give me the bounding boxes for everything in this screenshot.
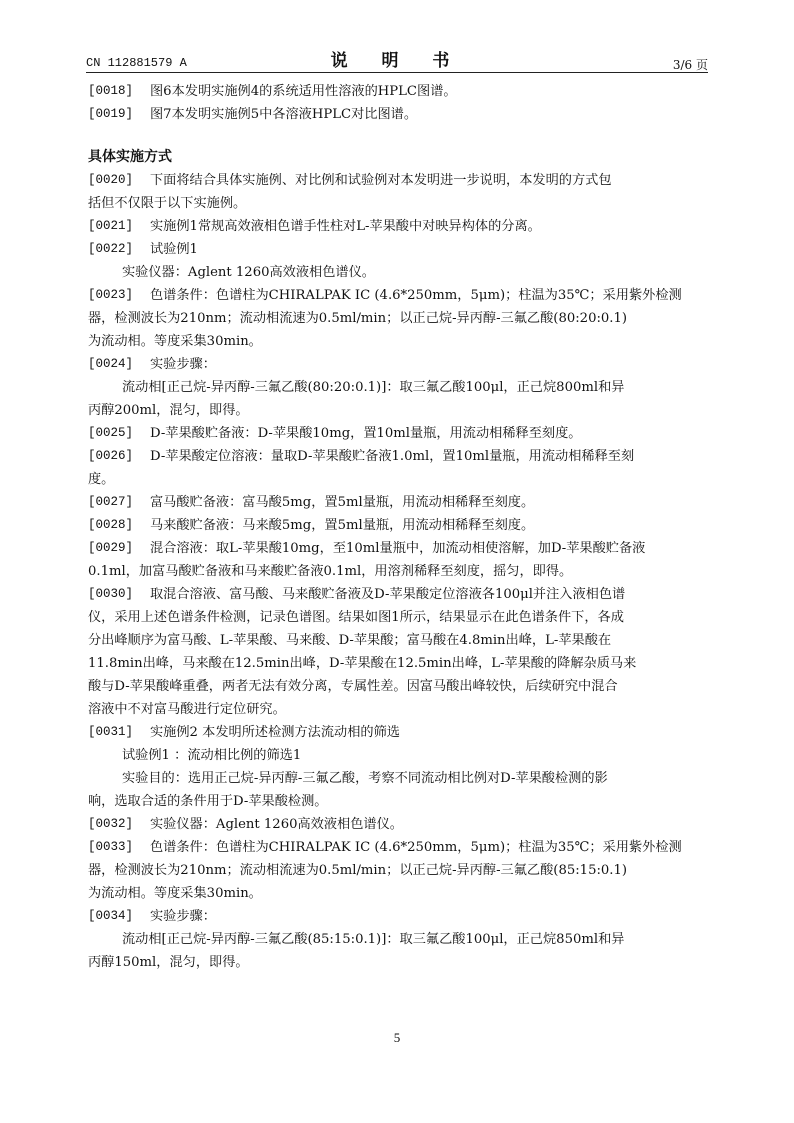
text-line xyxy=(88,192,710,215)
line-text: 器，检测波长为210nm；流动相流速为0.5ml/min；以正己烷-异丙醇-三氟乙酸(80:20:0.1) xyxy=(88,311,628,326)
line-text: D-苹果酸贮备液：D-苹果酸10mg，置10ml量瓶，用流动相稀释至刻度。 xyxy=(150,426,582,441)
line-text: 为流动相。等度采集30min。 xyxy=(88,886,262,901)
line-text: 试验例1 xyxy=(150,242,198,257)
line-text: 色谱条件：色谱柱为CHIRALPAK IC (4.6*250mm，5μm)；柱温为35℃；采用紫外检测 xyxy=(150,840,682,855)
text-line xyxy=(88,284,710,307)
text-line xyxy=(88,583,710,606)
line-text: 丙醇150ml，混匀，即得。 xyxy=(88,955,249,970)
line-text: 分出峰顺序为富马酸、L-苹果酸、马来酸、D-苹果酸；富马酸在4.8min出峰，L-苹果酸在 xyxy=(88,633,612,648)
text-line xyxy=(88,652,710,675)
line-text: 实验步骤： xyxy=(150,909,216,924)
line-text: 取混合溶液、富马酸、马来酸贮备液及D-苹果酸定位溶液各100μl并注入液相色谱 xyxy=(150,587,626,602)
paragraph-number: [0032] xyxy=(88,817,134,831)
text-line xyxy=(88,353,710,376)
line-text: 括但不仅限于以下实施例。 xyxy=(88,196,247,211)
text-line xyxy=(88,215,710,238)
text-line xyxy=(88,767,710,790)
text-line xyxy=(88,836,710,859)
line-text: 0.1ml，加富马酸贮备液和马来酸贮备液0.1ml，用溶剂稀释至刻度，摇匀，即得。 xyxy=(88,564,573,579)
paragraph-number: [0022] xyxy=(88,242,134,256)
text-line xyxy=(88,698,710,721)
line-text: 图7本发明实施例5中各溶液HPLC对比图谱。 xyxy=(150,107,418,122)
line-text: 实施例1常规高效液相色谱手性柱对L-苹果酸中对映异构体的分离。 xyxy=(150,219,541,234)
text-line xyxy=(88,103,710,126)
line-text: 实验目的：选用正己烷-异丙醇-三氟乙酸，考察不同流动相比例对D-苹果酸检测的影 xyxy=(122,771,608,786)
text-line xyxy=(88,813,710,836)
text-line xyxy=(88,905,710,928)
paragraph-number: [0034] xyxy=(88,909,134,923)
text-line xyxy=(88,744,710,767)
line-text: 实施例2 本发明所述检测方法流动相的筛选 xyxy=(150,725,400,740)
page-number: 5 xyxy=(393,1030,401,1045)
paragraph-number: [0029] xyxy=(88,541,134,555)
paragraph-number: [0024] xyxy=(88,357,134,371)
paragraph-number: [0018] xyxy=(88,84,134,98)
text-line xyxy=(88,80,710,103)
line-text: 11.8min出峰，马来酸在12.5min出峰，D-苹果酸在12.5min出峰，L-苹果酸的降解杂质马来 xyxy=(88,656,637,671)
paragraph-number: [0023] xyxy=(88,288,134,302)
document-body xyxy=(88,80,710,974)
paragraph-number: [0025] xyxy=(88,426,134,440)
text-line xyxy=(88,629,710,652)
line-text: 溶液中不对富马酸进行定位研究。 xyxy=(88,702,286,717)
paragraph-number: [0027] xyxy=(88,495,134,509)
paragraph-number: [0031] xyxy=(88,725,134,739)
paragraph-number: [0021] xyxy=(88,219,134,233)
paragraph-number: [0030] xyxy=(88,587,134,601)
text-line xyxy=(88,468,710,491)
text-line xyxy=(88,491,710,514)
line-text: D-苹果酸定位溶液：量取D-苹果酸贮备液1.0ml，置10ml量瓶，用流动相稀释至刻 xyxy=(150,449,635,464)
text-line xyxy=(88,422,710,445)
line-text: 流动相[正己烷-异丙醇-三氟乙酸(80:20:0.1)]：取三氟乙酸100μl，正己烷800ml和异 xyxy=(122,380,625,395)
line-text: 度。 xyxy=(88,472,115,487)
paragraph-number: [0020] xyxy=(88,173,134,187)
text-line xyxy=(88,514,710,537)
page-reference: 3/6 页 xyxy=(672,58,708,72)
text-line xyxy=(88,169,710,192)
line-text: 实验仪器：Aglent 1260高效液相色谱仪。 xyxy=(150,817,403,832)
line-text: 下面将结合具体实施例、对比例和试验例对本发明进一步说明，本发明的方式包 xyxy=(150,173,612,188)
text-line xyxy=(88,560,710,583)
line-text: 试验例1 ：流动相比例的筛选1 xyxy=(122,748,302,763)
line-text: 仪，采用上述色谱条件检测，记录色谱图。结果如图1所示，结果显示在此色谱条件下，各成 xyxy=(88,610,624,625)
paragraph-number: [0028] xyxy=(88,518,134,532)
paragraph-number: [0026] xyxy=(88,449,134,463)
text-line xyxy=(88,951,710,974)
text-line xyxy=(88,238,710,261)
text-line xyxy=(88,790,710,813)
text-line xyxy=(88,376,710,399)
line-text: 实验步骤： xyxy=(150,357,216,372)
text-line xyxy=(88,261,710,284)
paragraph-gap xyxy=(88,126,710,146)
text-line xyxy=(88,721,710,744)
paragraph-number: [0033] xyxy=(88,840,134,854)
line-text: 富马酸贮备液：富马酸5mg，置5ml量瓶，用流动相稀释至刻度。 xyxy=(150,495,535,510)
line-text: 马来酸贮备液：马来酸5mg，置5ml量瓶，用流动相稀释至刻度。 xyxy=(150,518,535,533)
section-heading xyxy=(88,146,710,169)
text-line xyxy=(88,859,710,882)
text-line xyxy=(88,399,710,422)
line-text: 响，选取合适的条件用于D-苹果酸检测。 xyxy=(88,794,328,809)
line-text: 实验仪器：Aglent 1260高效液相色谱仪。 xyxy=(122,265,375,280)
text-line xyxy=(88,307,710,330)
text-line xyxy=(88,928,710,951)
text-line xyxy=(88,675,710,698)
line-text: 器，检测波长为210nm；流动相流速为0.5ml/min；以正己烷-异丙醇-三氟乙酸(85:15:0.1) xyxy=(88,863,628,878)
line-text: 为流动相。等度采集30min。 xyxy=(88,334,262,349)
document-title: 说 明 书 xyxy=(330,51,464,71)
line-text: 丙醇200ml，混匀，即得。 xyxy=(88,403,249,418)
line-text: 图6本发明实施例4的系统适用性溶液的HPLC图谱。 xyxy=(150,84,457,99)
text-line xyxy=(88,330,710,353)
line-text: 色谱条件：色谱柱为CHIRALPAK IC (4.6*250mm，5μm)；柱温为35℃；采用紫外检测 xyxy=(150,288,682,303)
page-header xyxy=(86,44,708,74)
text-line xyxy=(88,445,710,468)
text-line xyxy=(88,882,710,905)
line-text: 酸与D-苹果酸峰重叠，两者无法有效分离，专属性差。因富马酸出峰较快，后续研究中混合 xyxy=(88,679,618,694)
heading-text: 具体实施方式 xyxy=(88,149,172,165)
paragraph-number: [0019] xyxy=(88,107,134,121)
header-divider xyxy=(86,72,708,73)
line-text: 流动相[正己烷-异丙醇-三氟乙酸(85:15:0.1)]：取三氟乙酸100μl，正己烷850ml和异 xyxy=(122,932,625,947)
patent-number: CN 112881579 A xyxy=(86,56,187,70)
text-line xyxy=(88,537,710,560)
line-text: 混合溶液：取L-苹果酸10mg，至10ml量瓶中，加流动相使溶解，加D-苹果酸贮备液 xyxy=(150,541,646,556)
text-line xyxy=(88,606,710,629)
